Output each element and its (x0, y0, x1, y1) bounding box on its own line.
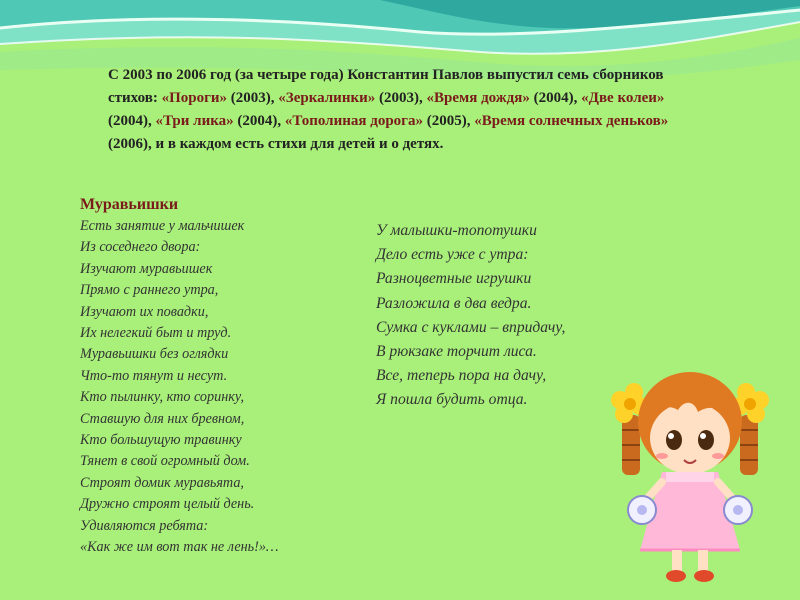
poem-line: Их нелегкий быт и труд. (80, 325, 232, 342)
poem-line: Кто большущую травинку (80, 432, 242, 449)
book-title-zerkalinki: «Зеркалинки» (278, 90, 376, 106)
book-year: (2004), (108, 113, 156, 129)
poem-line: Есть занятие у мальчишек (80, 218, 245, 234)
poem-line: Муравьишки без оглядки (80, 346, 229, 363)
poem-line: Разноцветные игрушки (376, 270, 532, 288)
poem-line: Тянет в свой огромный дом. (80, 453, 250, 470)
poem-line: Изучают их повадки, (80, 303, 209, 320)
intro-text-start: С 2003 по 2006 год (за четыре года) Константин Павлов выпустил семь сборников стихов: (108, 67, 664, 106)
poem-line: Изучают муравьишек (80, 260, 213, 277)
book-year: (2005), (423, 113, 475, 129)
intro-paragraph (108, 64, 708, 156)
book-title-topolinaya-doroga: «Тополиная дорога» (284, 113, 423, 129)
book-year: (2004), (529, 90, 582, 106)
girl-illustration (600, 360, 780, 590)
poem-line: Удивляются ребята: (80, 517, 209, 534)
book-year: (2004), (233, 113, 285, 129)
poem-line: Ставшую для них бревном, (80, 410, 245, 427)
poem-line: «Как же им вот так не лень!»… (80, 539, 279, 556)
poem-line: Разложила в два ведра. (376, 294, 532, 312)
poem-line: Кто пылинку, кто соринку, (80, 389, 245, 406)
book-title-vremya-solnechnyh-denkov: «Время солнечных деньков» (474, 113, 669, 129)
poem-line: Что-то тянут и несут. (80, 367, 228, 384)
intro-text-end: (2006), и в каждом есть стихи для детей и о детях. (108, 136, 444, 152)
book-title-dve-kolei: «Две колеи» (581, 90, 665, 106)
poem-line: Дело есть уже с утра: (376, 246, 529, 264)
poem-line: Я пошла будить отца. (376, 391, 528, 409)
book-title-tri-lika: «Три лика» (155, 113, 234, 129)
poem-line: Прямо с раннего утра, (80, 282, 219, 299)
poem-line: В рюкзаке торчит лиса. (376, 343, 537, 361)
poem-title: Муравьишки (80, 196, 179, 213)
poem-line: У малышки-топотушки (376, 222, 537, 239)
poem-line: Из соседнего двора: (80, 239, 201, 256)
poem-line: Все, теперь пора на дачу, (376, 367, 547, 385)
poem-line: Сумка с куклами – впридачу, (376, 318, 566, 336)
book-year: (2003), (375, 90, 427, 106)
poem-line: Дружно строят целый день. (80, 496, 255, 513)
book-title-porogi: «Пороги» (161, 90, 228, 106)
left-pigtail (622, 415, 640, 475)
book-year: (2003), (227, 90, 279, 106)
right-pigtail (740, 415, 758, 475)
poem-line: Строят домик муравьята, (80, 474, 244, 491)
book-title-vremya-dozhdya: «Время дождя» (426, 90, 530, 106)
poem-muravyishki (80, 194, 370, 559)
